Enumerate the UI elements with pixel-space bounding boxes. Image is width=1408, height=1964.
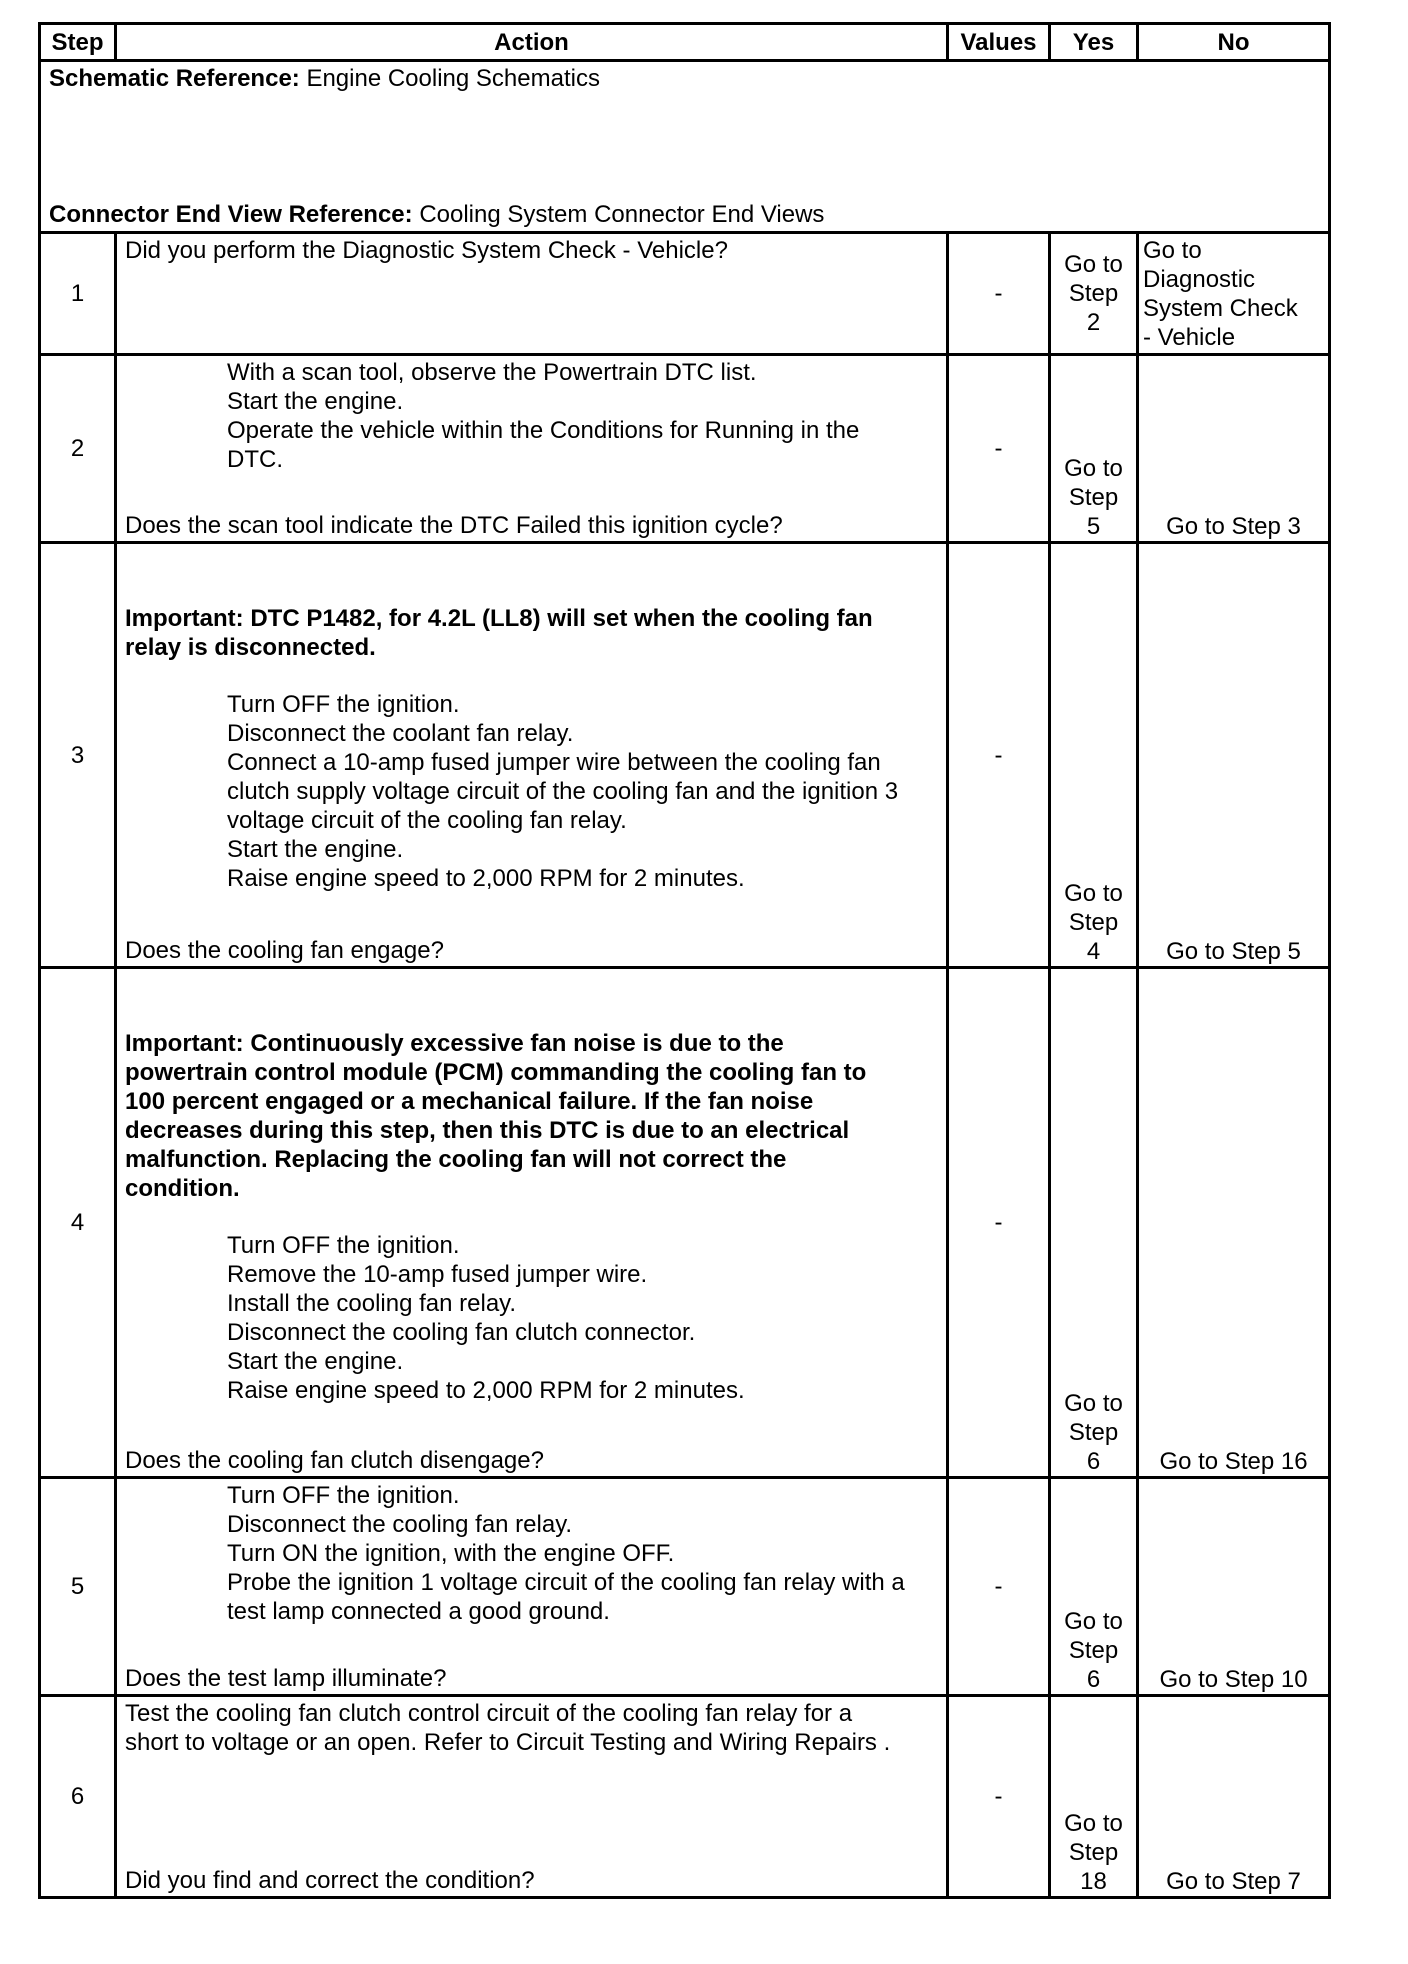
header-values: Values — [948, 24, 1050, 61]
no-line: - Vehicle — [1143, 323, 1236, 351]
no-cell: Go to Step 7 — [1138, 1696, 1330, 1898]
header-action: Action — [116, 24, 948, 61]
reference-cell — [40, 61, 1330, 233]
no-line: Go to — [1143, 236, 1202, 264]
yes-line: Step — [1068, 280, 1119, 307]
instruction-item: Turn OFF the ignition. — [227, 1482, 460, 1509]
yes-cell — [1050, 1478, 1138, 1696]
yes-cell — [1050, 543, 1138, 968]
action-question: Does the scan tool indicate the DTC Failed this ignition cycle? — [125, 512, 783, 539]
step-number: 5 — [40, 1478, 116, 1696]
instruction-item: Install the cooling fan relay. — [227, 1290, 517, 1317]
yes-line: 5 — [1086, 513, 1101, 540]
instruction-item: Start the engine. — [227, 388, 404, 415]
yes-line: 18 — [1080, 1868, 1107, 1895]
important-line: Important: DTC P1482, for 4.2L (LL8) will set when the cooling fan — [125, 605, 873, 632]
yes-cell — [1050, 1696, 1138, 1898]
action-question: Did you find and correct the condition? — [125, 1867, 535, 1894]
yes-line: Go to — [1064, 455, 1123, 482]
yes-line: 4 — [1086, 938, 1101, 965]
step-row-5 — [40, 1478, 1330, 1696]
yes-line: 6 — [1086, 1448, 1101, 1475]
no-cell: Go to Step 10 — [1138, 1478, 1330, 1696]
values-cell: - — [948, 968, 1050, 1478]
instruction-item: Start the engine. — [227, 836, 404, 863]
step-number: 1 — [40, 233, 116, 355]
important-line: relay is disconnected. — [125, 634, 376, 661]
values-cell: - — [948, 1478, 1050, 1696]
header-no: No — [1138, 24, 1330, 61]
yes-cell — [1050, 355, 1138, 543]
action-question: Did you perform the Diagnostic System Check - Vehicle? — [125, 237, 728, 264]
instruction-list — [227, 358, 938, 474]
values-cell: - — [948, 543, 1050, 968]
important-note — [125, 604, 938, 662]
yes-line: Step — [1068, 909, 1119, 936]
yes-line: Step — [1068, 1839, 1119, 1866]
values-cell: - — [948, 1696, 1050, 1898]
step-row-2 — [40, 355, 1330, 543]
important-line: Important: Continuously excessive fan noise is due to the — [125, 1030, 784, 1057]
important-note — [125, 1029, 938, 1203]
no-line: System Check — [1143, 294, 1298, 322]
step-row-6 — [40, 1696, 1330, 1898]
action-cell — [116, 355, 948, 543]
schematic-reference — [49, 64, 1320, 93]
yes-line: Go to — [1064, 251, 1123, 278]
yes-line: 2 — [1086, 309, 1101, 336]
instruction-item: Turn OFF the ignition. — [227, 691, 460, 718]
instruction-item: DTC. — [227, 446, 283, 473]
reference-row — [40, 61, 1330, 233]
step-number: 3 — [40, 543, 116, 968]
action-intro-line: Test the cooling fan clutch control circuit of the cooling fan relay for a — [125, 1700, 853, 1727]
no-cell: Go to Step 5 — [1138, 543, 1330, 968]
connector-label: Connector End View Reference: — [49, 201, 413, 228]
instruction-item: clutch supply voltage circuit of the cooling fan and the ignition 3 — [227, 778, 899, 805]
values-cell: - — [948, 355, 1050, 543]
connector-link-text: Cooling System Connector End Views — [412, 201, 825, 228]
yes-line: Go to — [1064, 880, 1123, 907]
instruction-item: Remove the 10-amp fused jumper wire. — [227, 1261, 648, 1288]
diagnostic-table — [38, 22, 1331, 1899]
action-question: Does the test lamp illuminate? — [125, 1665, 447, 1692]
step-number: 2 — [40, 355, 116, 543]
schematic-label: Schematic Reference: — [49, 65, 300, 92]
schematic-link-text: Engine Cooling Schematics — [299, 65, 600, 92]
action-cell — [116, 1696, 948, 1898]
step-row-3 — [40, 543, 1330, 968]
instruction-item: Turn ON the ignition, with the engine OFF. — [227, 1540, 675, 1567]
instruction-list — [227, 690, 938, 893]
no-cell: Go to Step 16 — [1138, 968, 1330, 1478]
important-line: malfunction. Replacing the cooling fan will not correct the — [125, 1146, 787, 1173]
action-cell — [116, 968, 948, 1478]
yes-line: Go to — [1064, 1810, 1123, 1837]
instruction-item: Connect a 10-amp fused jumper wire between the cooling fan — [227, 749, 881, 776]
important-line: 100 percent engaged or a mechanical failure. If the fan noise — [125, 1088, 814, 1115]
action-cell — [116, 1478, 948, 1696]
no-line: Diagnostic — [1143, 265, 1256, 293]
yes-line: Step — [1068, 1637, 1119, 1664]
instruction-item: Turn OFF the ignition. — [227, 1232, 460, 1259]
action-cell — [116, 543, 948, 968]
instruction-item: Disconnect the coolant fan relay. — [227, 720, 574, 747]
yes-line: 6 — [1086, 1666, 1101, 1693]
instruction-item: Disconnect the cooling fan relay. — [227, 1511, 573, 1538]
instruction-item: Probe the ignition 1 voltage circuit of the cooling fan relay with a — [227, 1569, 905, 1596]
action-intro-line: short to voltage or an open. Refer to Circuit Testing and Wiring Repairs . — [125, 1729, 891, 1756]
instruction-item: Operate the vehicle within the Conditions for Running in the — [227, 417, 860, 444]
no-cell — [1138, 233, 1330, 355]
instruction-item: Disconnect the cooling fan clutch connector. — [227, 1319, 696, 1346]
instruction-item: test lamp connected a good ground. — [227, 1598, 610, 1625]
yes-line: Go to — [1064, 1390, 1123, 1417]
step-row-1 — [40, 233, 1330, 355]
step-number: 4 — [40, 968, 116, 1478]
step-row-4 — [40, 968, 1330, 1478]
instruction-item: voltage circuit of the cooling fan relay. — [227, 807, 627, 834]
yes-cell — [1050, 968, 1138, 1478]
yes-line: Go to — [1064, 1608, 1123, 1635]
important-line: powertrain control module (PCM) commanding the cooling fan to — [125, 1059, 867, 1086]
important-line: condition. — [125, 1175, 240, 1202]
instruction-item: Raise engine speed to 2,000 RPM for 2 minutes. — [227, 1377, 745, 1404]
action-question: Does the cooling fan clutch disengage? — [125, 1447, 544, 1474]
instruction-item: Raise engine speed to 2,000 RPM for 2 minutes. — [227, 865, 745, 892]
header-yes: Yes — [1050, 24, 1138, 61]
action-cell — [116, 233, 948, 355]
instruction-list — [227, 1231, 938, 1405]
step-number: 6 — [40, 1696, 116, 1898]
instruction-item: Start the engine. — [227, 1348, 404, 1375]
no-cell: Go to Step 3 — [1138, 355, 1330, 543]
yes-cell — [1050, 233, 1138, 355]
header-row — [40, 24, 1330, 61]
values-cell: - — [948, 233, 1050, 355]
yes-line: Step — [1068, 484, 1119, 511]
instruction-item: With a scan tool, observe the Powertrain DTC list. — [227, 359, 757, 386]
connector-reference — [49, 200, 824, 229]
instruction-list — [227, 1481, 938, 1626]
important-line: decreases during this step, then this DTC is due to an electrical — [125, 1117, 850, 1144]
action-question: Does the cooling fan engage? — [125, 937, 444, 964]
yes-line: Step — [1068, 1419, 1119, 1446]
header-step: Step — [40, 24, 116, 61]
